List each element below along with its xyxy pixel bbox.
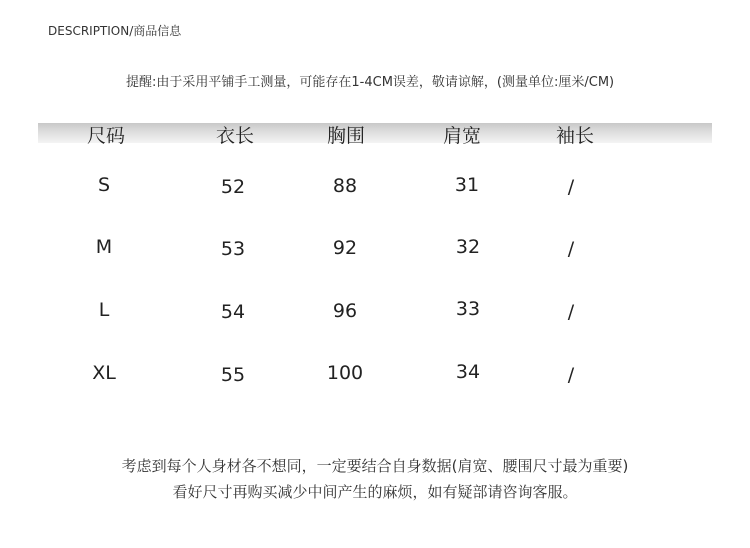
table-cell-sleeve: / [567,364,575,386]
table-cell-chest: 100 [326,362,364,384]
footer-note-line1: 考虑到每个人身材各不想同，一定要结合自身数据(肩宽、腰围尺寸最为重要) [121,457,629,475]
table-cell-chest: 92 [332,237,358,259]
table-cell-length: 54 [220,301,246,323]
table-cell-chest: 96 [332,300,358,322]
table-cell-sleeve: / [567,176,575,198]
table-cell-sleeve: / [567,238,575,260]
table-cell-sleeve: / [567,301,575,323]
table-cell-size: XL [92,362,116,384]
table-cell-size: M [95,236,113,258]
footer-note-line2: 看好尺寸再购买减少中间产生的麻烦，如有疑部请咨询客服。 [172,483,578,501]
column-header-shoulder: 肩宽 [442,125,482,147]
column-header-sleeve: 袖长 [555,125,595,147]
page-title: DESCRIPTION/商品信息 [48,24,182,38]
table-header-band [38,123,712,143]
column-header-chest: 胸围 [326,125,366,147]
table-cell-size: S [97,174,111,196]
table-cell-length: 53 [220,238,246,260]
column-header-size: 尺码 [86,125,126,147]
table-cell-shoulder: 31 [454,174,480,196]
table-cell-shoulder: 34 [455,361,481,383]
table-cell-length: 52 [220,176,246,198]
measurement-notice: 提醒:由于采用平铺手工测量，可能存在1-4CM误差，敬请谅解，(测量单位:厘米/CM) [126,75,615,90]
table-cell-shoulder: 32 [455,236,481,258]
table-cell-chest: 88 [332,175,358,197]
column-header-length: 衣长 [215,125,255,147]
table-cell-length: 55 [220,364,246,386]
table-cell-size: L [98,299,110,321]
table-cell-shoulder: 33 [455,298,481,320]
